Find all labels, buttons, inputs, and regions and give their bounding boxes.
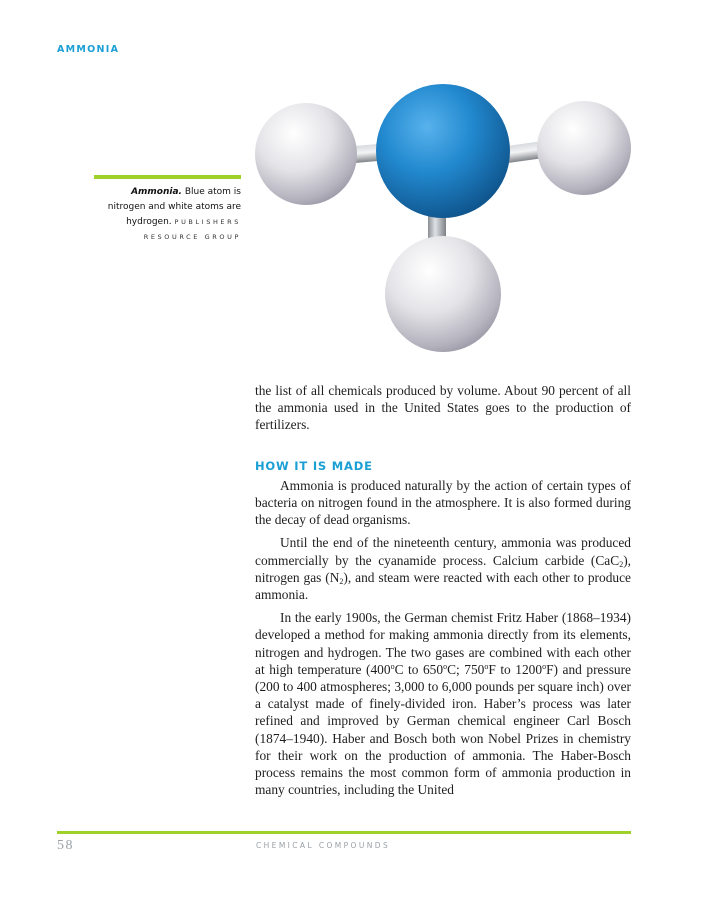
p2-text-3: ), and steam were reacted with each other to produce ammonia. [255,569,631,603]
p3-text-3: C; 750 [447,661,485,677]
p3-degree-1: o [390,661,395,671]
hydrogen-atom-right [537,101,631,195]
footer-book-title: CHEMICAL COMPOUNDS [256,841,391,850]
section-heading: HOW IT IS MADE [255,458,373,473]
paragraph-1: Ammonia is produced naturally by the action of certain types of bacteria on nitrogen found in the atmosphere. It is also formed during the decay of dead organisms. [255,477,631,528]
nitrogen-atom [376,84,510,218]
caption-text: Blue atom is nitrogen and white atoms are hydrogen. [107,187,241,227]
p3-text-1: In the early 1900s, the German chemist Fritz Haber (1868–1934) developed a method for making ammonia directly from its elements, nitrogen and hydrogen. The two gases are combined with each other at high temperature (400 [255,610,631,677]
p2-text-1: Until the end of the nineteenth century, ammonia was produced commercially by the cyanamide process. Calcium carbide (CaC [255,535,631,568]
p3-text-4: F to 1200 [488,661,543,677]
p2-subscript-2: 2 [339,576,344,586]
body-text [255,382,631,804]
p3-text-2: C to 650 [394,661,444,677]
paragraph-2 [255,534,631,603]
page-number: 58 [57,838,74,853]
caption-title: Ammonia. [131,187,182,197]
p2-subscript-1: 2 [619,559,624,569]
p2-text-2: ), nitrogen gas (N [255,552,631,585]
footer-rule [57,831,631,834]
hydrogen-atom-left [255,103,357,205]
p3-degree-4: o [542,661,547,671]
caption-rule [94,175,241,179]
continued-paragraph: the list of all chemicals produced by volume. About 90 percent of all the ammonia used in the United States goes to the production of fertilizers. [255,383,631,433]
ammonia-molecule-illustration [250,80,635,360]
running-head: AMMONIA [57,44,120,55]
p3-degree-3: o [484,661,489,671]
caption-credit: PUBLISHERS RESOURCE GROUP [143,218,241,241]
p3-text-5: F) and pressure (200 to 400 atmospheres; 3,000 to 6,000 pounds per square inch) over a catalyst made of finely-divided iron. Haber’s process was later refined and improved by German chemical engineer Carl Bosch (1874–1940). Haber and Bosch both won Nobel Prizes in chemistry for their work on the production of ammonia. The Haber-Bosch process remains the most common form of ammonia production in many countries, including the United [255,661,632,798]
paragraph-3 [255,609,631,798]
p3-degree-2: o [443,661,448,671]
figure-caption [94,185,241,245]
hydrogen-atom-bottom [385,236,501,352]
